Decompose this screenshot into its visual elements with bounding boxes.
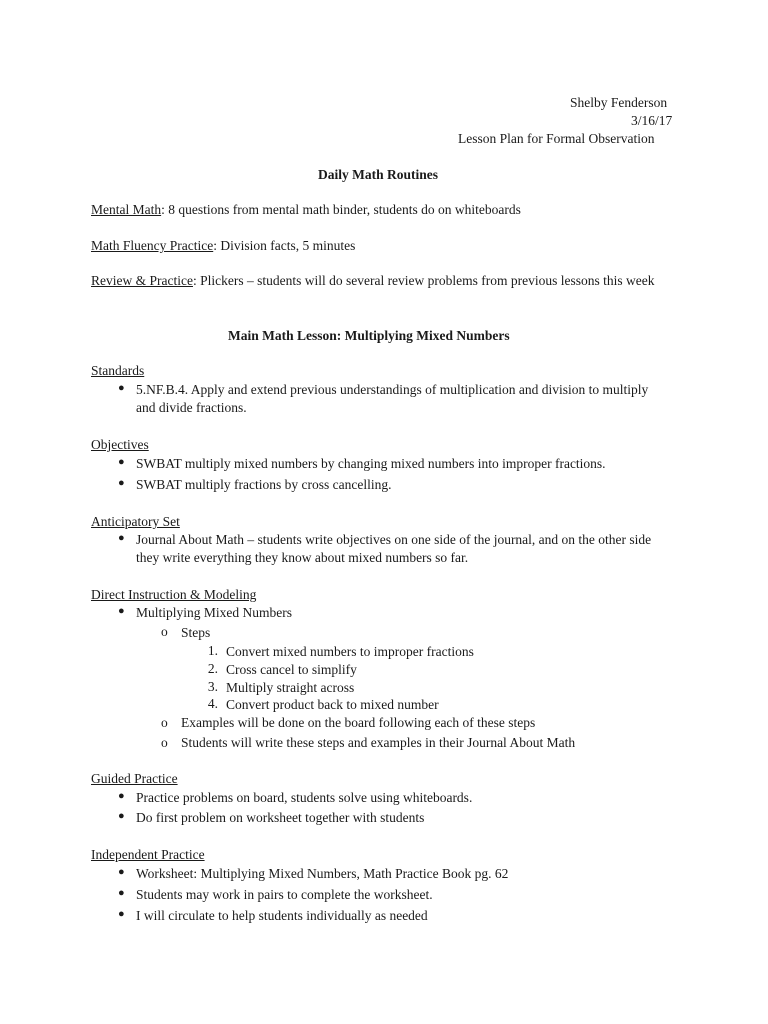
objective-item: SWBAT multiply mixed numbers by changing mixed numbers into improper fractions.: [136, 456, 606, 471]
mental-math-line: [91, 201, 521, 219]
author-name: Shelby Fenderson: [570, 95, 668, 110]
fluency-label: Math Fluency Practice: [91, 238, 214, 253]
fluency-text: : Division facts, 5 minutes: [213, 238, 356, 253]
step-item: Convert product back to mixed number: [226, 697, 439, 712]
step-number: 4.: [207, 696, 218, 711]
lesson-heading: Main Math Lesson: Multiplying Mixed Numbers: [228, 328, 510, 343]
standard-item: 5.NF.B.4. Apply and extend previous understandings of multiplication and division to multiply and divide fractions.: [136, 382, 649, 415]
lesson-date: 3/16/17: [631, 113, 673, 128]
guided-item: Do first problem on worksheet together with students: [136, 810, 425, 825]
direct-sub-item: Examples will be done on the board following each of these steps: [181, 715, 536, 730]
mental-math-text: : 8 questions from mental math binder, students do on whiteboards: [161, 202, 521, 217]
bullet-icon: ●: [118, 887, 125, 899]
bullet-icon: ●: [118, 532, 125, 544]
independent-item: Students may work in pairs to complete the worksheet.: [136, 887, 433, 902]
review-label: Review & Practice: [91, 273, 193, 288]
step-item: Cross cancel to simplify: [226, 662, 357, 677]
anticipatory-item: Journal About Math – students write objectives on one side of the journal, and on the other side they write everything they know about mixed numbers so far.: [136, 532, 652, 565]
bullet-icon: ●: [118, 790, 125, 802]
mental-math-label: Mental Math: [91, 202, 162, 217]
bullet-icon: ●: [118, 810, 125, 822]
circle-bullet-icon: o: [161, 735, 168, 750]
circle-bullet-icon: o: [161, 715, 168, 730]
independent-heading: Independent Practice: [91, 847, 205, 862]
step-number: 1.: [207, 643, 218, 658]
objective-item: SWBAT multiply fractions by cross cancelling.: [136, 477, 392, 492]
standards-heading: Standards: [91, 363, 145, 378]
bullet-icon: ●: [118, 605, 125, 617]
independent-item: Worksheet: Multiplying Mixed Numbers, Math Practice Book pg. 62: [136, 866, 509, 881]
guided-item: Practice problems on board, students solve using whiteboards.: [136, 790, 473, 805]
step-item: Convert mixed numbers to improper fractions: [226, 644, 474, 659]
document-title: Lesson Plan for Formal Observation: [458, 131, 655, 146]
anticipatory-heading: Anticipatory Set: [91, 514, 180, 529]
circle-bullet-icon: o: [161, 624, 168, 639]
steps-label: Steps: [181, 625, 211, 640]
bullet-icon: ●: [118, 382, 125, 394]
direct-heading: Direct Instruction & Modeling: [91, 587, 257, 602]
independent-item: I will circulate to help students individually as needed: [136, 908, 428, 923]
fluency-line: [91, 237, 355, 255]
direct-item: Multiplying Mixed Numbers: [136, 605, 292, 620]
bullet-icon: ●: [118, 456, 125, 468]
bullet-icon: ●: [118, 866, 125, 878]
guided-heading: Guided Practice: [91, 771, 178, 786]
step-item: Multiply straight across: [226, 680, 355, 695]
objectives-heading: Objectives: [91, 437, 149, 452]
direct-sub-item: Students will write these steps and examples in their Journal About Math: [181, 735, 576, 750]
step-number: 3.: [207, 679, 218, 694]
bullet-icon: ●: [118, 477, 125, 489]
review-line: [91, 272, 671, 290]
routines-heading: Daily Math Routines: [318, 167, 439, 182]
review-text: : Plickers – students will do several review problems from previous lessons this week: [192, 273, 655, 288]
step-number: 2.: [207, 661, 218, 676]
bullet-icon: ●: [118, 908, 125, 920]
